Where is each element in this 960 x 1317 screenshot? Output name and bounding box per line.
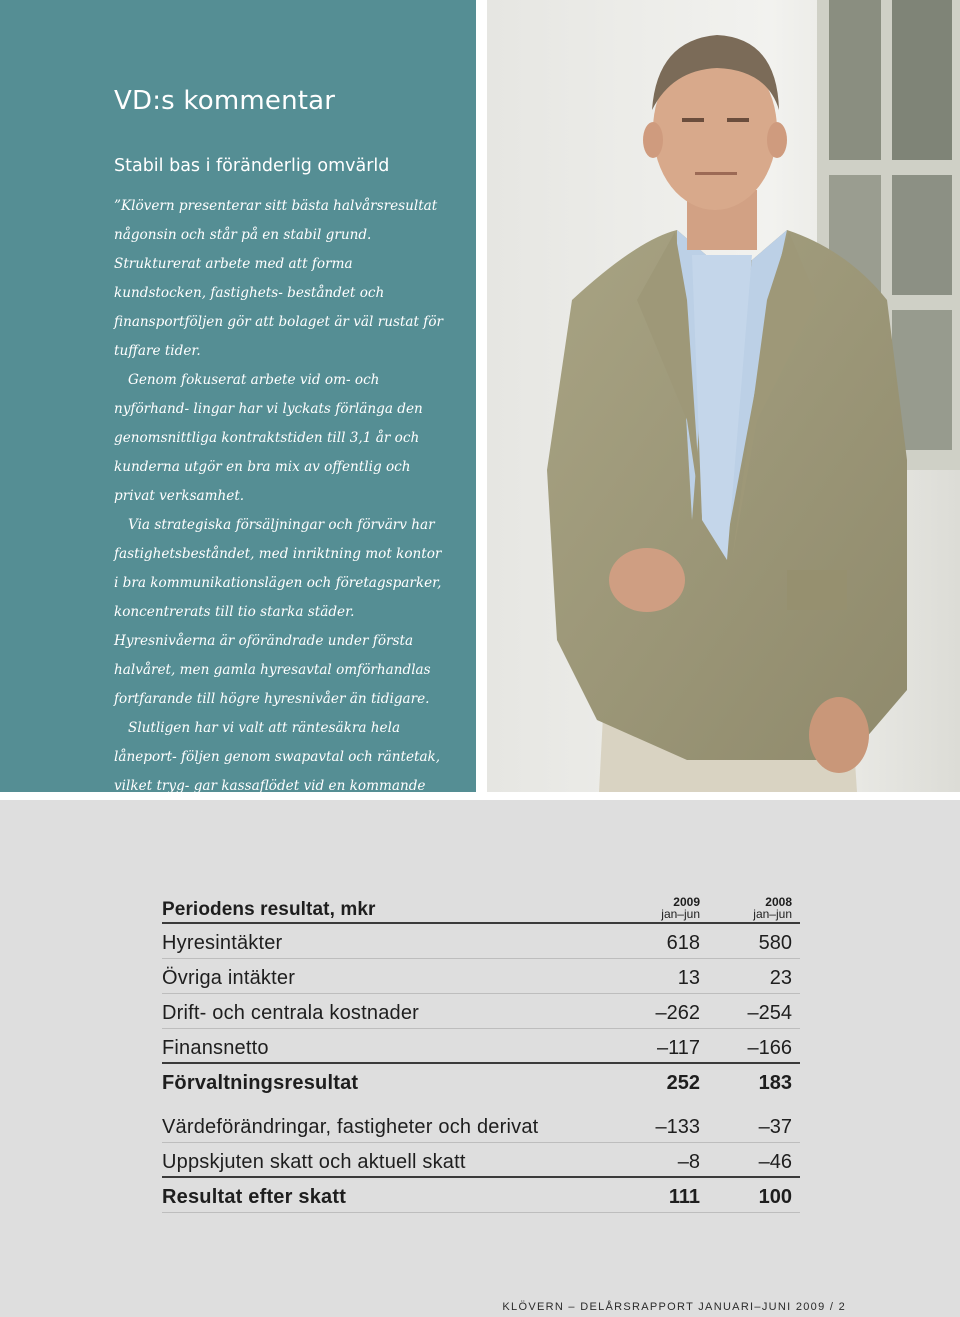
page-footer: KLÖVERN – DELÅRSRAPPORT JANUARI–JUNI 2009 / 2: [502, 1301, 846, 1313]
table-row: [162, 1143, 800, 1178]
article-paragraph: Genom fokuserat arbete vid om- och nyförhand- lingar har vi lyckats förlänga den genomsnittliga kontraktstiden till 3,1 år och kunderna utgör en bra mix av offentlig och privat verksamhet.: [114, 372, 423, 504]
results-table: [162, 893, 800, 1213]
article-body: [114, 192, 444, 859]
column-period: jan–jun: [661, 907, 700, 921]
value-2009: 618: [666, 932, 700, 954]
value-2008: 580: [758, 932, 792, 954]
article-subheading: Stabil bas i föränderlig omvärld: [114, 156, 390, 176]
row-label: Förvaltningsresultat: [162, 1072, 359, 1094]
row-label: Finansnetto: [162, 1037, 269, 1059]
results-table-title: Periodens resultat, mkr: [162, 899, 376, 920]
value-2008: 100: [758, 1186, 792, 1208]
table-row: [162, 994, 800, 1029]
value-2008: –37: [758, 1116, 792, 1138]
column-year: 2008: [765, 895, 792, 909]
row-label: Hyresintäkter: [162, 932, 283, 954]
value-2009: 13: [677, 967, 700, 989]
article-paragraph: Slutligen har vi valt att räntesäkra hela låneport- följen genom swapavtal och räntetak, vilket tryg- gar kassaflödet vid en kommande: [114, 720, 441, 794]
table-row: [162, 924, 800, 959]
page-title: VD:s kommentar: [114, 86, 336, 116]
ceo-portrait-photo: [487, 0, 960, 792]
portrait-illustration: [487, 0, 960, 792]
value-2009: –133: [655, 1116, 700, 1138]
value-2009: 111: [668, 1186, 700, 1208]
row-label: Uppskjuten skatt och aktuell skatt: [162, 1151, 466, 1173]
value-2008: –166: [747, 1037, 792, 1059]
value-2009: –262: [655, 1002, 700, 1024]
column-period: jan–jun: [753, 907, 792, 921]
table-row: [162, 1108, 800, 1143]
table-row: [162, 1029, 800, 1064]
value-2009: –8: [677, 1151, 700, 1173]
row-label: Värdeförändringar, fastigheter och derivat: [162, 1116, 539, 1138]
value-2009: –117: [656, 1037, 700, 1059]
article-paragraph: ”Klövern presenterar sitt bästa halvårsresultat någonsin och står på en stabil grund. Strukturerat arbete med att forma kundstocken, fastighets- beståndet och finansportföljen gör att bolaget är väl rustat för tuffare tider.: [114, 198, 443, 359]
table-row: [162, 959, 800, 994]
table-row-subtotal: [162, 1064, 800, 1099]
row-label: Resultat efter skatt: [162, 1186, 347, 1208]
results-table-header: [162, 893, 800, 924]
column-header-2009: [620, 896, 700, 920]
table-row-total: [162, 1178, 800, 1213]
column-year: 2009: [673, 895, 700, 909]
article-paragraph: Via strategiska försäljningar och förvärv har fastighetsbeståndet, med inriktning mot kontor i bra kommunikationslägen och företagsparker, koncentrerats till tio starka städer. Hyresnivåerna är oförändrade under första halvåret, men gamla hyresavtal omförhandlas fortfarande till högre hyresnivåer än tidigare.: [114, 517, 442, 707]
value-2008: –254: [747, 1002, 792, 1024]
ceo-comment-panel: [0, 0, 476, 792]
value-2008: 183: [758, 1072, 792, 1094]
column-header-2008: [712, 896, 792, 920]
value-2008: –46: [758, 1151, 792, 1173]
row-label: Övriga intäkter: [162, 967, 296, 989]
value-2008: 23: [769, 967, 792, 989]
row-label: Drift- och centrala kostnader: [162, 1002, 420, 1024]
value-2009: 252: [666, 1072, 700, 1094]
